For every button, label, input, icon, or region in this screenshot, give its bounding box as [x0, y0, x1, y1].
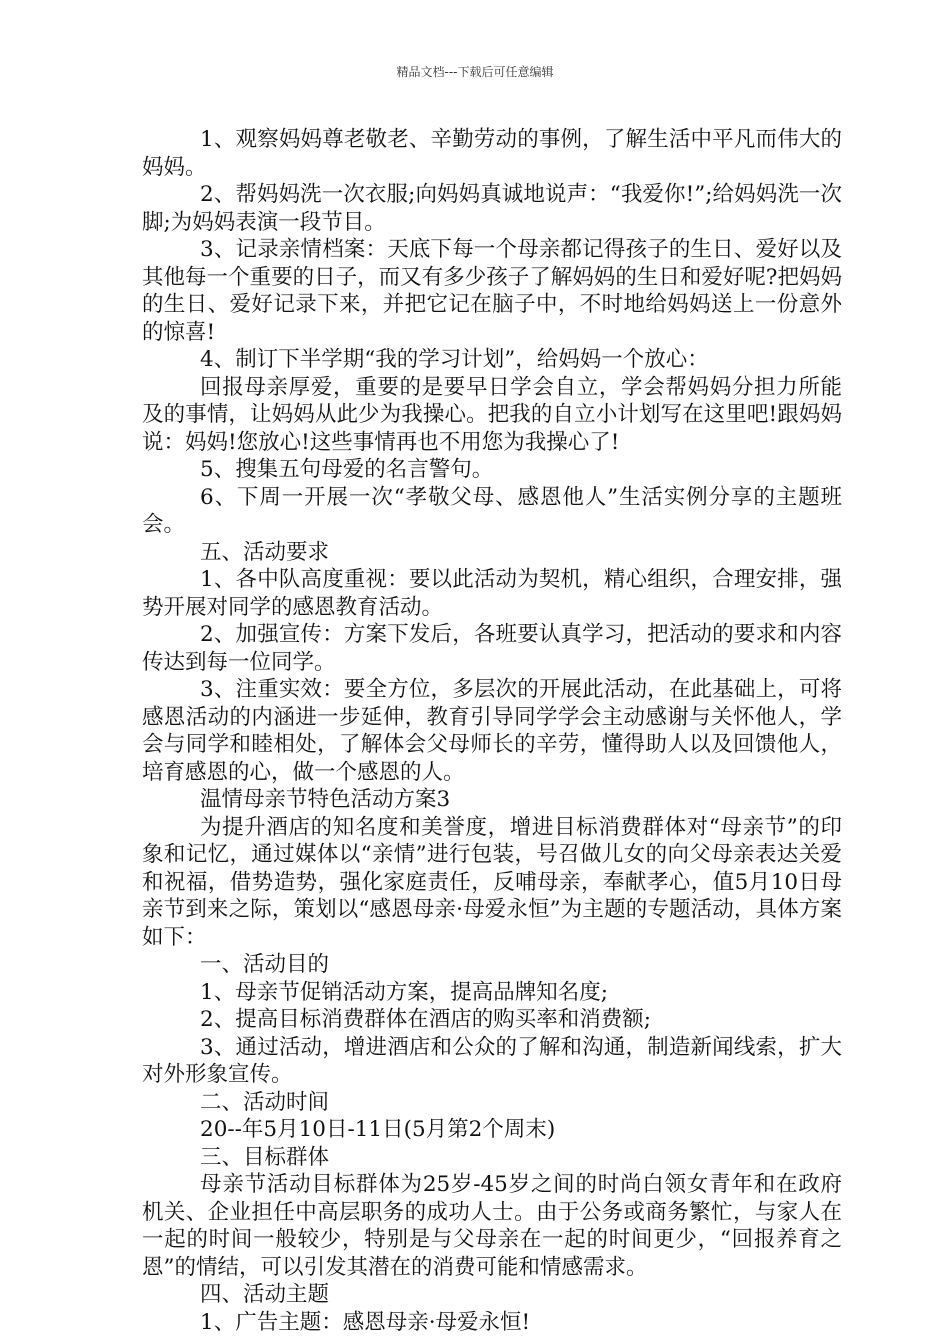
- paragraph: 3、注重实效：要全方位，多层次的开展此活动，在此基础上，可将感恩活动的内涵进一步延伸，教育引导同学学会主动感谢与关怀他人，学会与同学和睦相处，了解体会父母师长的辛劳，懂得助人以及回馈他人，培育感恩的心，做一个感恩的人。: [142, 677, 842, 785]
- paragraph: 1、母亲节促销活动方案，提高品牌知名度;: [200, 979, 608, 1005]
- paragraph: 6、下周一开展一次“孝敬父母、感恩他人”生活实例分享的主题班会。: [142, 484, 842, 537]
- document-body: [142, 126, 842, 1336]
- paragraph: 3、记录亲情档案：天底下每一个母亲都记得孩子的生日、爱好以及其他每一个重要的日子，而又有多少孩子了解妈妈的生日和爱好呢?把妈妈的生日、爱好记录下来，并把它记在脑子中，不时地给妈妈送上一份意外的惊喜!: [142, 237, 842, 345]
- paragraph: 2、帮妈妈洗一次衣服;向妈妈真诚地说声：“我爱你!”;给妈妈洗一次脚;为妈妈表演一段节目。: [142, 182, 842, 235]
- page-header: 精品文档---下载后可任意编辑: [396, 65, 554, 79]
- paragraph: 母亲节活动目标群体为25岁-45岁之间的时尚白领女青年和在政府机关、企业担任中高层职务的成功人士。由于公务或商务繁忙，与家人在一起的时间一般较少，特别是与父母亲在一起的时间更少，“回报养育之恩”的情结，可以引发其潜在的消费可能和情感需求。: [142, 1172, 842, 1280]
- paragraph: 2、提高目标消费群体在酒店的购买率和消费额;: [200, 1007, 651, 1032]
- paragraph: 2、加强宣传：方案下发后，各班要认真学习，把活动的要求和内容传达到每一位同学。: [142, 622, 842, 675]
- paragraph: 20--年5月10日-11日(5月第2个周末): [200, 1117, 556, 1142]
- document-title: 温情母亲节特色活动方案3: [200, 787, 451, 812]
- section-heading: 二、活动时间: [200, 1089, 330, 1115]
- section-heading: 三、目标群体: [200, 1144, 330, 1170]
- section-heading: 五、活动要求: [200, 539, 330, 565]
- section-heading: 一、活动目的: [200, 952, 330, 977]
- paragraph: 5、搜集五句母爱的名言警句。: [200, 457, 494, 482]
- paragraph: 1、广告主题：感恩母亲·母爱永恒!: [200, 1309, 531, 1335]
- paragraph: 3、通过活动，增进酒店和公众的了解和沟通，制造新闻线索，扩大对外形象宣传。: [142, 1034, 842, 1087]
- paragraph: 回报母亲厚爱，重要的是要早日学会自立，学会帮妈妈分担力所能及的事情，让妈妈从此少为我操心。把我的自立小计划写在这里吧!跟妈妈说：妈妈!您放心!这些事情再也不用您为我操心了!: [142, 374, 842, 455]
- paragraph: 1、各中队高度重视：要以此活动为契机，精心组织，合理安排，强势开展对同学的感恩教育活动。: [142, 567, 842, 620]
- paragraph: 1、观察妈妈尊老敬老、辛勤劳动的事例，了解生活中平凡而伟大的妈妈。: [142, 127, 842, 180]
- paragraph: 4、制订下半学期“我的学习计划”，给妈妈一个放心：: [200, 347, 709, 372]
- section-heading: 四、活动主题: [200, 1282, 330, 1307]
- paragraph: 为提升酒店的知名度和美誉度，增进目标消费群体对“母亲节”的印象和记忆，通过媒体以“亲情”进行包装，号召做儿女的向父母亲表达关爱和祝福，借势造势，强化家庭责任，反哺母亲，奉献孝心，值5月10日母亲节到来之际，策划以“感恩母亲·母爱永恒”为主题的专题活动，具体方案如下：: [142, 814, 842, 950]
